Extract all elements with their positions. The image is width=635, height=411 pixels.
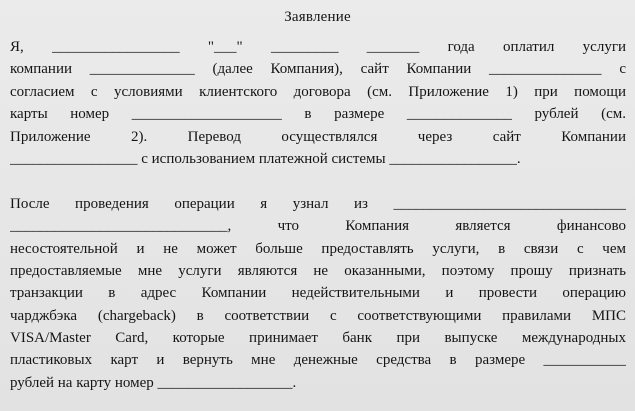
paragraph-1-line-2: компании ______________ (далее Компания), сайт Компании _______________ с <box>10 61 626 78</box>
paragraph-2-line-8: пластиковых карт и вернуть мне денежные средства в размере ___________ <box>10 352 626 369</box>
document-body <box>10 36 626 394</box>
paragraph-2-line-4: предоставляемые мне услуги являются не оказанными, поэтому прошу признать <box>10 262 626 279</box>
paragraph-1-line-1: Я, _________________ "___" _________ _______ года оплатил услуги <box>10 39 626 55</box>
paragraph-2-line-7: VISA/Master Card, которые принимает банк при выпуске международных <box>10 330 626 347</box>
paragraph-1-line-5: Приложение 2). Перевод осуществлялся через сайт Компании <box>10 128 626 145</box>
paragraph-2-line-2: _____________________________, что Компания является финансово <box>10 218 626 235</box>
paragraph-2-line-3: несостоятельной и не может больше предоставлять услуги, в связи с чем <box>10 240 626 257</box>
paragraph-1-line-6: _________________ с использованием платежной системы _________________. <box>10 150 521 167</box>
document-title: Заявление <box>284 9 351 25</box>
paragraph-1-line-3: согласием с условиями клиентского договора (см. Приложение 1) при помощи <box>10 83 626 100</box>
paragraph-2-line-5: транзакции в адрес Компании недействительными и провести операцию <box>10 285 626 302</box>
paragraph-1-line-4: карты номер ____________________ в размере ______________ рублей (см. <box>10 106 626 123</box>
paragraph-2-line-1: После проведения операции я узнал из _______________________________ <box>10 195 626 212</box>
paragraph-2-line-6: чарджбэка (chargeback) в соответствии с соответствующими правилами МПС <box>10 307 626 324</box>
paragraph-spacer <box>10 170 626 192</box>
paragraph-2-line-9: рублей на карту номер __________________. <box>10 374 297 391</box>
